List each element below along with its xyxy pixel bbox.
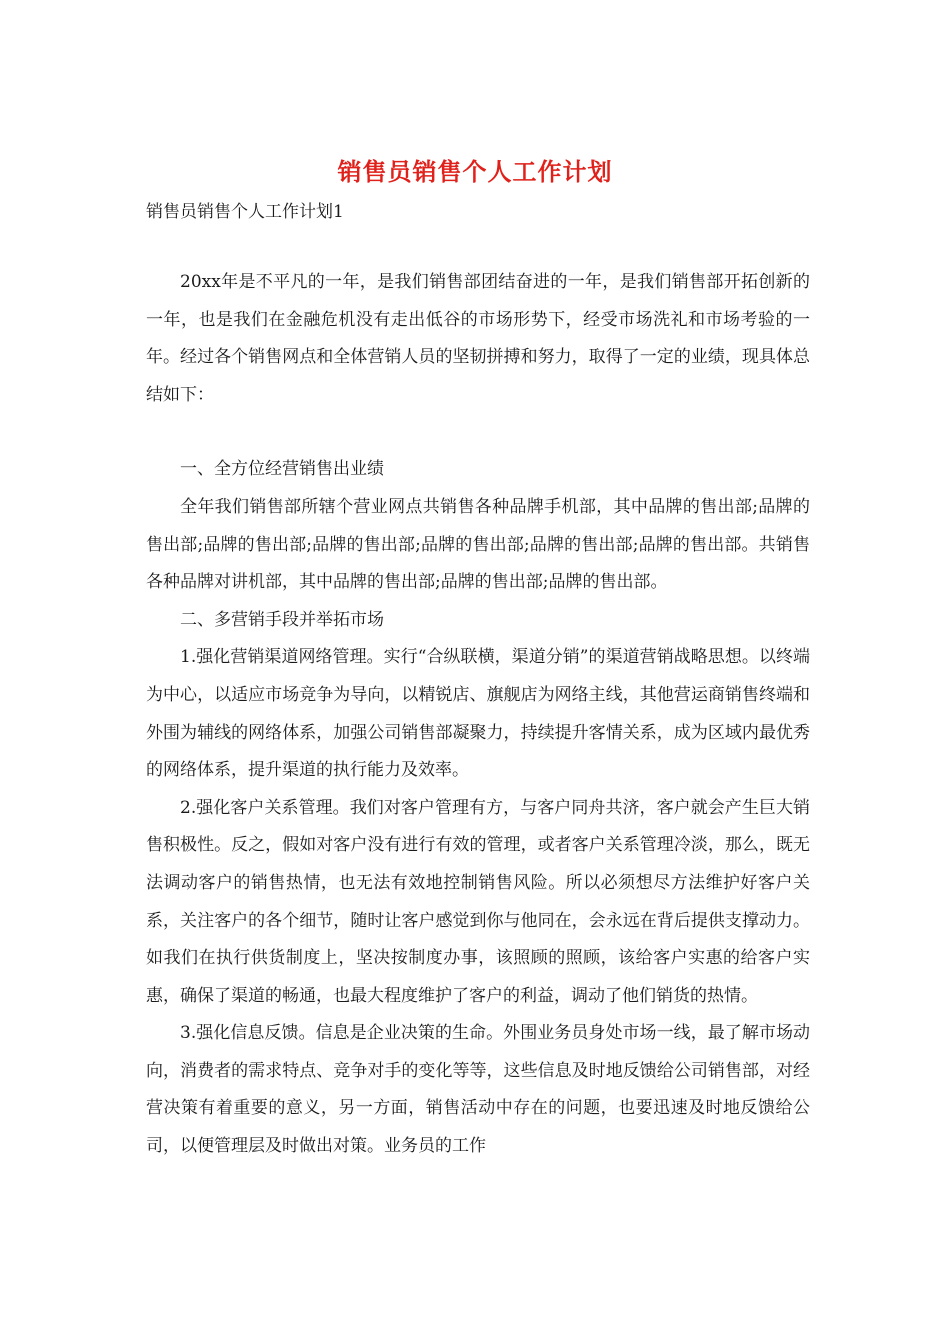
paragraph-channel-management: 1.强化营销渠道网络管理。实行“合纵联横，渠道分销”的渠道营销战略思想。以终端为中心，以适应市场竞争为导向，以精锐店、旗舰店为网络主线，其他营运商销售终端和外围为辅线的网络体系，加强公司销售部凝聚力，持续提升客情关系，成为区域内最优秀的网络体系，提升渠道的执行能力及效率。: [146, 647, 810, 781]
document-title: 销售员销售个人工作计划: [337, 157, 613, 186]
paragraph-sales-results: 全年我们销售部所辖个营业网点共销售各种品牌手机部，其中品牌的售出部;品牌的售出部;品牌的售出部;品牌的售出部;品牌的售出部;品牌的售出部;品牌的售出部。共销售各种品牌对讲机部，其中品牌的售出部;品牌的售出部;品牌的售出部。: [146, 496, 810, 593]
paragraph-customer-management: 2.强化客户关系管理。我们对客户管理有方，与客户同舟共济，客户就会产生巨大销售积极性。反之，假如对客户没有进行有效的管理，或者客户关系管理冷淡，那么，既无法调动客户的销售热情，也无法有效地控制销售风险。所以必须想尽方法维护好客户关系，关注客户的各个细节，随时让客户感觉到你与他同在，会永远在背后提供支撑动力。如我们在执行供货制度上，坚决按制度办事，该照顾的照顾，该给客户实惠的给客户实惠，确保了渠道的畅通，也最大程度维护了客户的利益，调动了他们销货的热情。: [146, 797, 810, 1006]
paragraph-intro: 20xx年是不平凡的一年，是我们销售部团结奋进的一年，是我们销售部开拓创新的一年，也是我们在金融危机没有走出低谷的市场形势下，经受市场洗礼和市场考验的一年。经过各个销售网点和全体营销人员的坚韧拼搏和努力，取得了一定的业绩，现具体总结如下：: [146, 272, 810, 405]
section-heading-1: 一、全方位经营销售出业绩: [180, 459, 384, 480]
section-heading-2: 二、多营销手段并举拓市场: [180, 609, 384, 630]
document-body: [146, 264, 810, 1166]
document-subtitle: 销售员销售个人工作计划1: [146, 202, 344, 222]
paragraph-information-feedback: 3.强化信息反馈。信息是企业决策的生命。外围业务员身处市场一线，最了解市场动向，消费者的需求特点、竞争对手的变化等等，这些信息及时地反馈给公司销售部，对经营决策有着重要的意义，另一方面，销售活动中存在的问题，也要迅速及时地反馈给公司，以便管理层及时做出对策。业务员的工作: [146, 1023, 810, 1157]
